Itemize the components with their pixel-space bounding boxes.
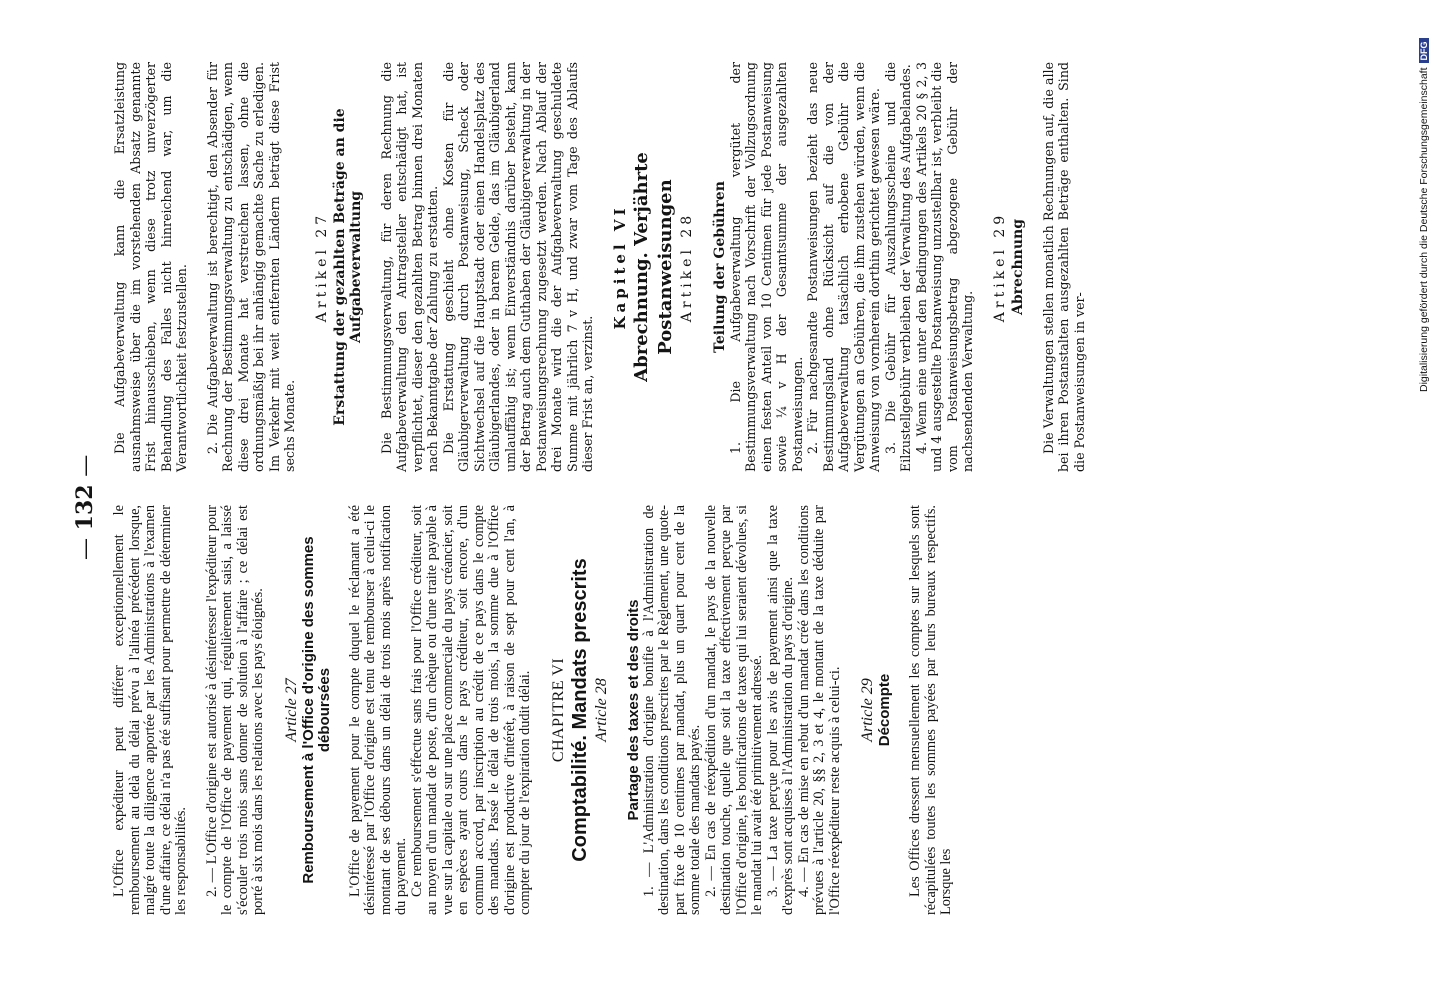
dfg-logo: DFG <box>1419 38 1429 63</box>
digitization-credit-text: Digitalisierung gefördert durch die Deutsche Forschungsgemeinschaft <box>1418 67 1430 392</box>
fr-paragraph-9: Les Offices dressent mensuellement les comptes sur lesquels sont récapitulées toutes les sommes payées par leurs bureaux respectifs. Lorsque les <box>907 505 954 915</box>
fr-paragraph-3: L'Office de payement pour le compte duquel le réclamant a été désintéressé par l'Office d'origine est tenu de rembourser à celui-ci le montant de ses débours dans un délai de trois mois après notification du payement. <box>346 505 409 915</box>
fr-paragraph-5: 1. — L'Administration d'origine bonifie à l'Administration de destination, dans les conditions prescrites par le Règlement, une quote-part fixe de 10 centimes par mandat, plus un quart pour cent de la somme totale des mandats payés. <box>640 505 703 915</box>
de-paragraph-1: Die Aufgabeverwaltung kann die Ersatzleistung ausnahmsweise über die im vorstehenden Absatz genannte Frist hinausschieben, wenn diese trotz unverzögerter Behandlung des Falles nicht hinreichend war, um die Verantwortlichkeit festzustellen. <box>112 62 189 472</box>
de-article-29-heading: Artikel 29 <box>991 211 1008 323</box>
fr-article-28-heading: Article 28 <box>592 678 610 742</box>
fr-article-27-title: Remboursement à l'Office d'origine des sommes déboursées <box>299 536 333 884</box>
fr-chapter-heading: CHAPITRE VI <box>549 657 567 763</box>
de-chapter-heading: Kapitel VI <box>610 204 629 330</box>
de-paragraph-2: 2. Die Aufgabeverwaltung ist berechtigt, den Absender für Rechnung der Bestimmungsverwaltung zu entschädigen, wenn diese drei Monate hat verstreichen lassen, ohne die ordnungsmäßig bei ihr anhängig gemachte Sache zu erledigen. Im Verkehr mit weit entfernten Ländern beträgt diese Frist sechs Monate. <box>204 62 297 472</box>
fr-article-29-heading: Article 29 <box>859 678 876 742</box>
de-paragraph-4: Die Erstattung geschieht ohne Kosten für die Gläubigerverwaltung durch Postanweisung, Scheck oder Sichtwechsel auf die Hauptstadt oder einen Handelsplatz des Gläubigerlandes, oder in barem Gelde, das im Gläubigerland umlauffähig ist; wenn Einverständnis darüber besteht, kann der Betrag auch dem Guthaben der Gläubigerverwaltung in der Postanweisungsrechnung zugesetzt werden. Nach Ablauf der drei Monate wird die der Aufgabeverwaltung geschuldete Summe mit jährlich 7 v H, und zwar vom Tage des Ablaufs dieser Frist an, verzinst. <box>440 62 595 472</box>
de-paragraph-8: 4. Wenn eine unter den Bedingungen des Artikels 20 § 2, 3 und 4 ausgestellte Postanweisung unzustellbar ist, verbleibt die vom Postanweisungsbetrag abgezogene Gebühr der nachsendenden Verwaltung. <box>913 62 975 472</box>
fr-paragraph-8: 4. — En cas de mise en rebut d'un mandat créé dans les conditions prévues à l'article 20, §§ 2, 3 et 4, le montant de la taxe déduite par l'Office réexpéditeur reste acquis à celui-ci. <box>795 505 843 915</box>
de-paragraph-6: 2. Für nachgesandte Postanweisungen bezieht das neue Bestimmungsland ohne Rücksicht auf die von der Aufgabeverwaltung tatsächlich erhobene Gebühr die Vergütungen an Gebühren, die ihm zustehen würden, wenn die Anweisung von vornherein dorthin gerichtet gewesen wäre. <box>805 62 882 472</box>
french-column <box>112 505 1292 915</box>
fr-paragraph-2: 2. — L'Office d'origine est autorisé à désintéresser l'expéditeur pour le compte de l'Office de payement qui, régulièrement saisi, a laissé s'écouler trois mois sans donner de solution à l'affaire ; ce délai est porté à six mois dans les relations avec les pays éloignés. <box>203 505 266 915</box>
fr-article-27-heading: Article 27 <box>282 678 300 742</box>
digitization-credit <box>1418 38 1430 392</box>
german-column <box>112 62 1292 472</box>
fr-paragraph-6: 2. — En cas de réexpédition d'un mandat, le pays de la nouvelle destination touche, quelle que soit la taxe effectivement perçue par l'Office d'origine, les bonifications de taxes qui lui seraient dévolues, si le mandat lui avait été primitivement adressé. <box>702 505 765 915</box>
page-number: 132 <box>72 484 98 531</box>
page-number-line <box>72 440 100 560</box>
fr-article-29-title: Décompte <box>876 673 893 747</box>
page-number-dash-left: — <box>73 538 98 560</box>
de-article-28-heading: Artikel 28 <box>678 211 695 323</box>
fr-paragraph-4: Ce remboursement s'effectue sans frais pour l'Office créditeur, soit au moyen d'un mandat de poste, d'un chèque ou d'une traite payable à vue sur la capitale ou sur une place commerciale du pays créancier, soit en espèces ayant cours dans le pays créditeur, soit encore, d'un commun accord, par inscription au crédit de ce pays dans le compte des mandats. Passé le délai de trois mois, la somme due à l'Office d'origine est productive d'intérêt, à raison de sept pour cent l'an, à compter du jour de l'expiration dudit délai. <box>408 505 533 915</box>
de-article-28-title: Teilung der Gebühren <box>711 181 728 353</box>
de-paragraph-7: 3. Die Gebühr für Auszahlungsscheine und die Eilzustellgebühr verbleiben der Verwaltung des Aufgabelandes. <box>882 62 913 472</box>
de-article-27-heading: Artikel 27 <box>313 211 330 323</box>
fr-article-28-title: Partage des taxes et des droits <box>624 599 642 821</box>
fr-paragraph-1: L'Office expéditeur peut différer exceptionnellement le remboursement au delà du délai prévu à l'alinéa précédent lorsque, malgré toute la diligence apportée par les Administrations à l'examen d'une affaire, ce délai n'a pas été suffisant pour permettre de déterminer les responsabilités. <box>111 505 189 915</box>
de-paragraph-3: Die Bestimmungsverwaltung, für deren Rechnung die Aufgabeverwaltung den Antragsteller entschädigt hat, ist verpflichtet, dieser den gezahlten Betrag binnen drei Monaten nach Bekanntgabe der Zahlung zu erstatten. <box>378 62 440 472</box>
de-paragraph-9: Die Verwaltungen stellen monatlich Rechnungen auf, die alle bei ihren Postanstalten ausgezahlten Beträge enthalten. Sind die Postanweisungen in ver- <box>1040 62 1087 472</box>
page-number-dash-right: — <box>73 454 98 477</box>
de-chapter-title: Abrechnung. Verjährte Postanweisungen <box>630 152 676 382</box>
de-paragraph-5: 1. Die Aufgabeverwaltung vergütet der Bestimmungsverwaltung nach Vorschrift der Vollzugsordnung einen festen Anteil von 10 Centimen für jede Postanweisung sowie ¼ v H der Gesamtsumme der ausgezahlten Postanweisungen. <box>727 62 805 472</box>
fr-paragraph-7: 3. — La taxe perçue pour les avis de payement ainsi que la taxe d'exprès sont acquises à l'Administration du pays d'origine. <box>764 505 796 915</box>
de-article-29-title: Abrechnung <box>1009 219 1026 315</box>
de-article-27-title: Erstattung der gezahlten Beträge an die Aufgabeverwaltung <box>331 108 364 426</box>
fr-chapter-title: Comptabilité. Mandats prescrits <box>568 558 591 862</box>
